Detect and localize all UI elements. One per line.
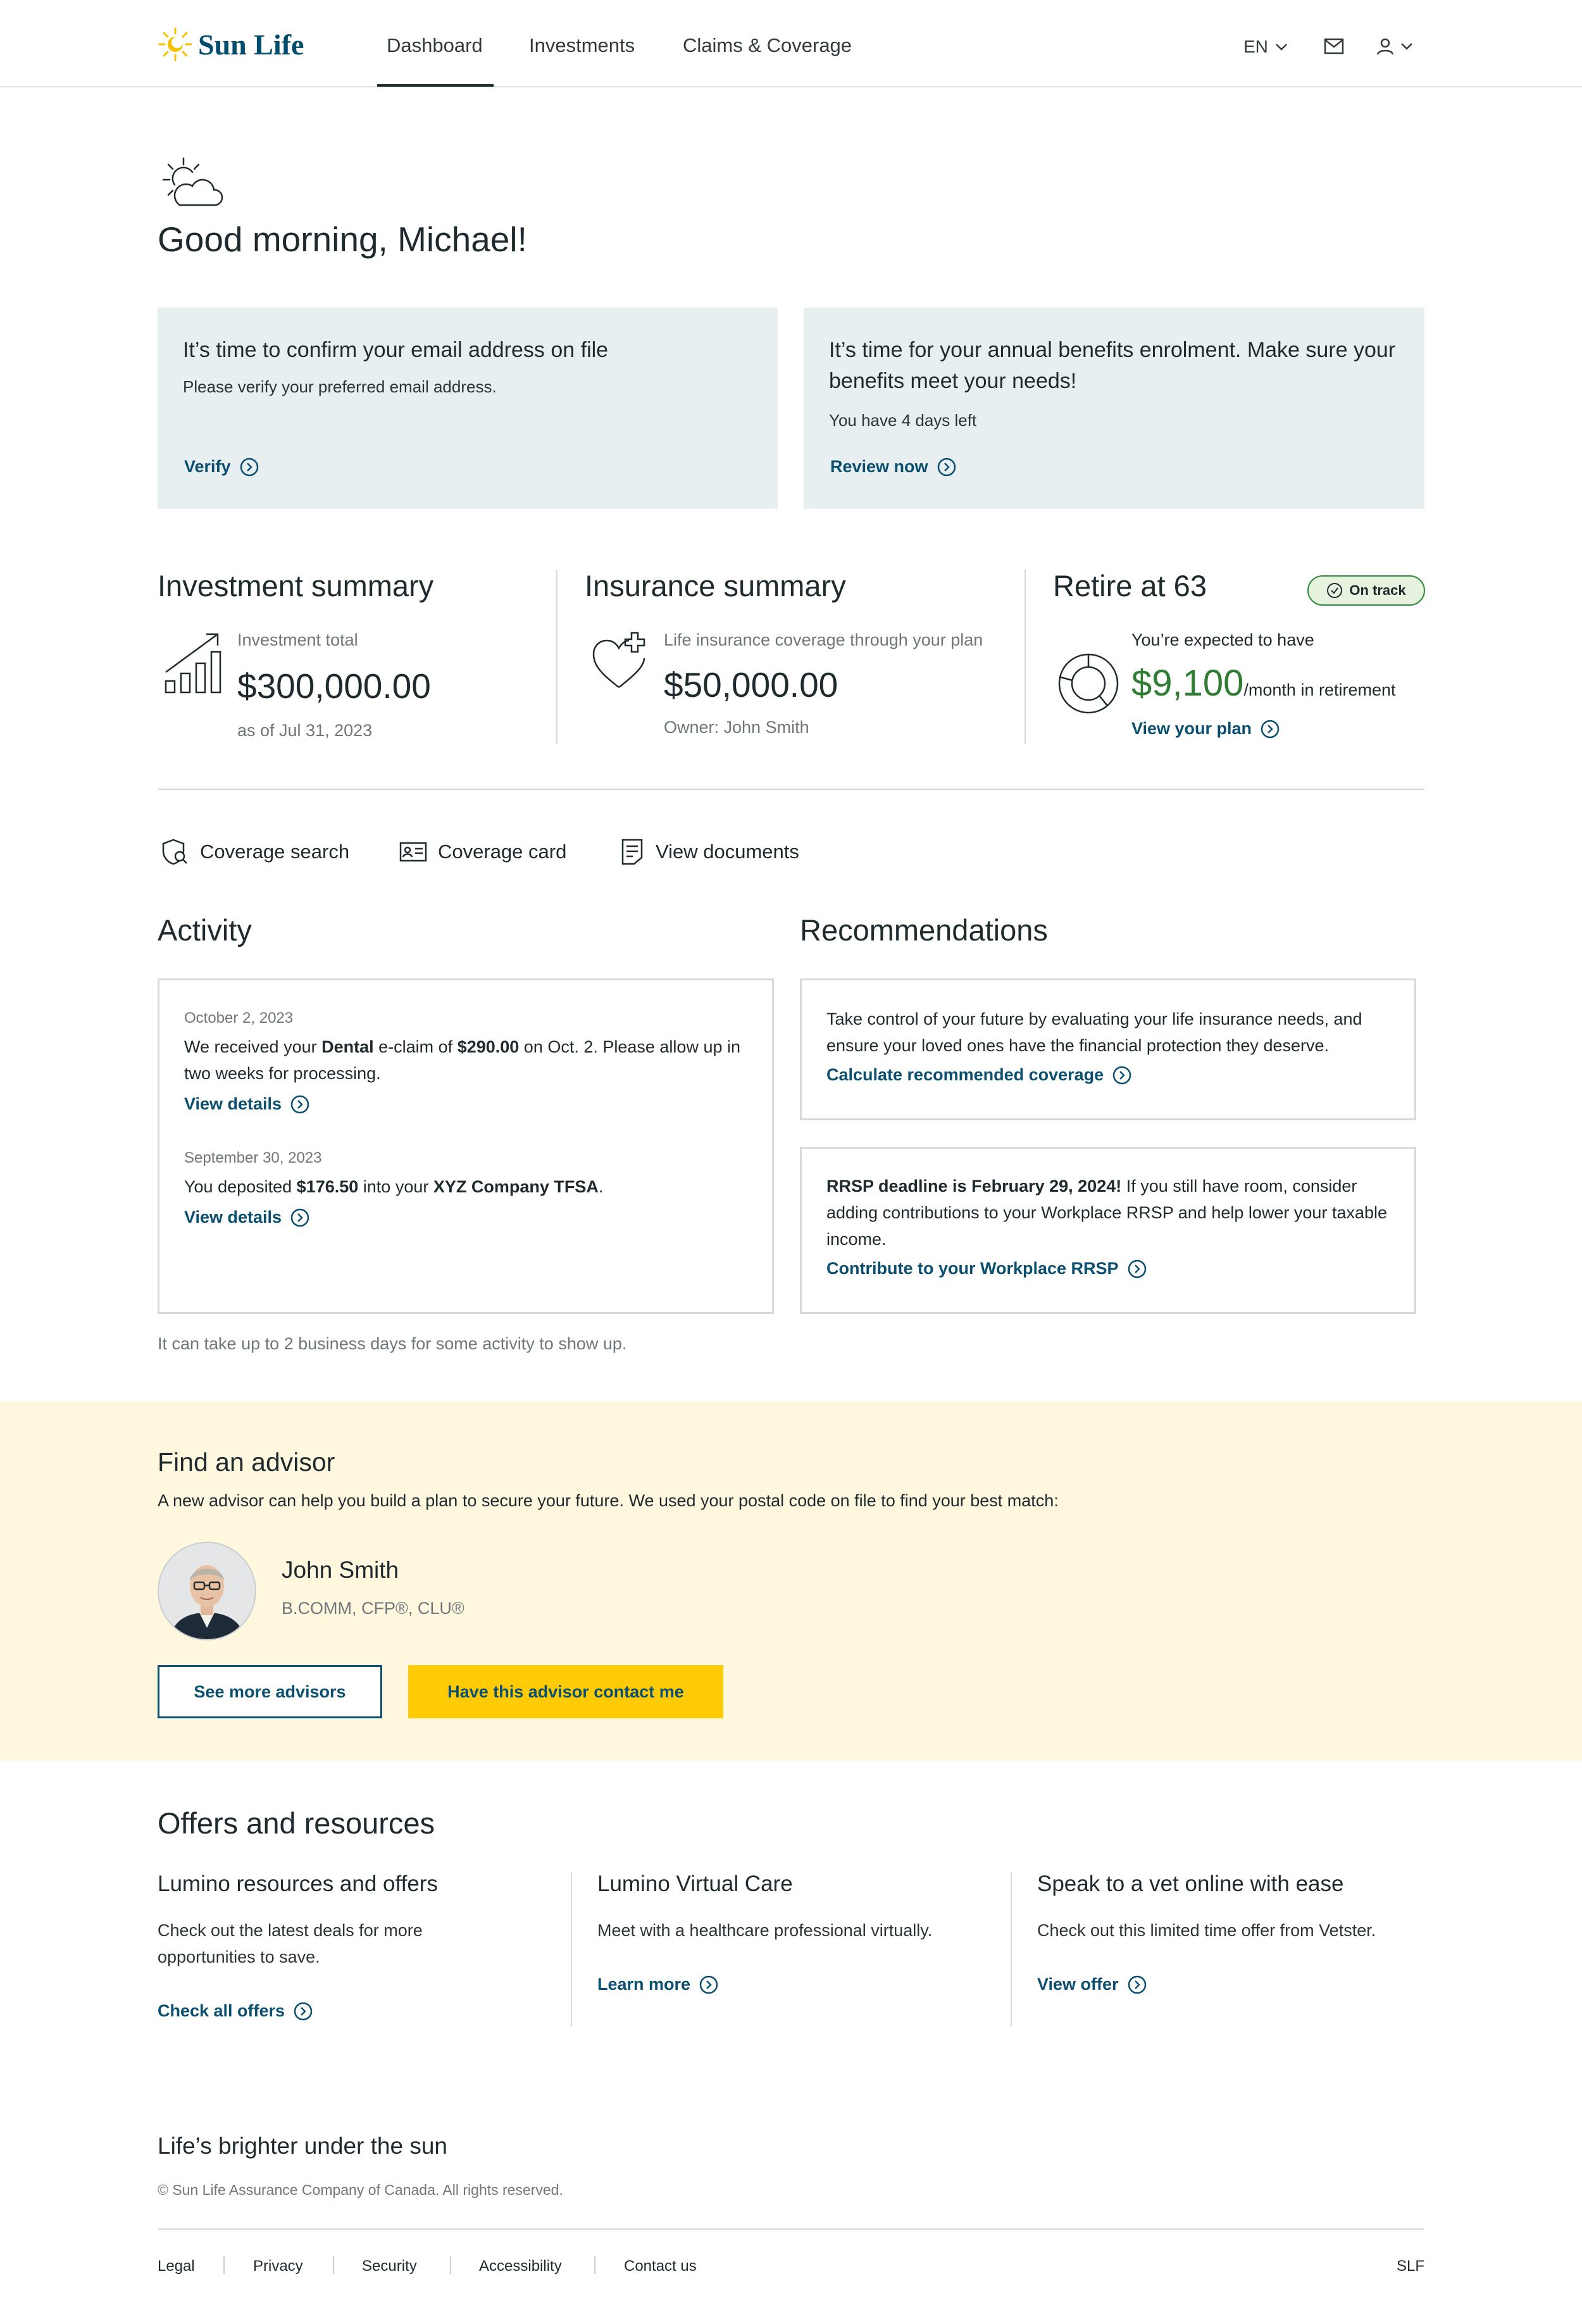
view-details-label: View details (184, 1208, 282, 1227)
recommendation-card (800, 1147, 1416, 1314)
activity-text: We received your Dental e-claim of $290.00 on Oct. 2. Please allow up in two weeks for processing. (184, 1037, 740, 1083)
coverage-search-label: Coverage search (200, 840, 350, 863)
find-advisor-intro: A new advisor can help you build a plan to secure your future. We used your postal code on file to find your best match: (158, 1491, 1059, 1510)
footer-code: SLF (1397, 2258, 1425, 2275)
investment-total-amount: $300,000.00 (237, 666, 431, 706)
alert-title: It’s time for your annual benefits enrolment. Make sure your benefits meet your needs! (829, 338, 1396, 393)
footer-link-security[interactable]: Security (362, 2258, 417, 2275)
review-now-link[interactable] (830, 457, 956, 477)
footer-tagline: Life’s brighter under the sun (158, 2133, 448, 2159)
chevron-circle-right-icon (294, 2002, 313, 2021)
footer-link-contact[interactable]: Contact us (624, 2258, 697, 2275)
investment-as-of: as of Jul 31, 2023 (237, 721, 373, 740)
mail-icon (1324, 38, 1344, 54)
insurance-coverage-label: Life insurance coverage through your plan (664, 630, 983, 649)
profile-menu[interactable] (1376, 37, 1415, 56)
section-divider (158, 789, 1424, 790)
retire-amount: $9,100 (1131, 663, 1244, 704)
brand-logo[interactable] (158, 25, 304, 63)
on-track-label: On track (1349, 582, 1406, 598)
chevron-circle-right-icon (1112, 1066, 1131, 1085)
coverage-card-link[interactable] (399, 834, 566, 870)
view-details-link[interactable] (184, 1094, 747, 1114)
summary-divider (556, 570, 557, 744)
footer-separator (594, 2256, 595, 2274)
see-more-advisors-button[interactable]: See more advisors (158, 1665, 382, 1718)
check-all-offers-link[interactable] (158, 2001, 313, 2021)
coverage-card-label: Coverage card (438, 840, 567, 863)
view-details-link[interactable] (184, 1208, 747, 1227)
activity-date: September 30, 2023 (184, 1149, 322, 1166)
investment-summary-title: Investment summary (158, 569, 434, 603)
enrolment-alert (804, 308, 1424, 509)
insurance-coverage-amount: $50,000.00 (664, 665, 838, 704)
id-card-icon (399, 839, 428, 865)
tab-investments[interactable]: Investments (529, 34, 635, 56)
verify-link[interactable] (184, 457, 259, 477)
growth-chart-icon (163, 632, 225, 695)
find-advisor-title: Find an advisor (158, 1447, 335, 1477)
footer-link-legal[interactable]: Legal (158, 2258, 195, 2275)
chevron-circle-right-icon (937, 458, 956, 477)
view-your-plan-link[interactable] (1131, 719, 1280, 739)
calculate-coverage-link[interactable] (826, 1065, 1390, 1085)
language-label: EN (1243, 37, 1268, 56)
retire-monthly-amount (1131, 662, 1396, 704)
coverage-search-link[interactable] (161, 834, 349, 870)
recommendation-text: RRSP deadline is February 29, 2024! If you still have room, consider adding contributions to your Workplace RRSP and help lower your taxable income. (826, 1177, 1388, 1249)
calculate-coverage-label: Calculate recommended coverage (826, 1065, 1104, 1084)
chevron-down-icon (1273, 39, 1290, 55)
alert-body: You have 4 days left (829, 411, 977, 430)
offers-title: Offers and resources (158, 1806, 435, 1840)
activity-text: You deposited $176.50 into your XYZ Company TFSA. (184, 1177, 604, 1196)
activity-card (158, 978, 774, 1314)
offer-description: Check out this limited time offer from Vetster. (1037, 1921, 1376, 1940)
sun-logo-icon (158, 27, 193, 62)
contribute-rrsp-link[interactable] (826, 1259, 1390, 1278)
footer-separator (333, 2256, 334, 2274)
donut-chart-icon (1057, 652, 1120, 715)
user-icon (1376, 37, 1395, 56)
heart-plus-icon (590, 630, 651, 691)
messages-button[interactable] (1324, 38, 1344, 58)
chevron-circle-right-icon (699, 1975, 718, 1994)
advisor-contact-button[interactable]: Have this advisor contact me (408, 1665, 723, 1718)
chevron-circle-right-icon (240, 458, 259, 477)
footer-link-accessibility[interactable]: Accessibility (479, 2258, 562, 2275)
partly-cloudy-icon (161, 156, 224, 210)
learn-more-link[interactable] (597, 1975, 718, 1994)
chevron-circle-right-icon (1128, 1975, 1147, 1994)
view-documents-link[interactable] (619, 834, 799, 870)
language-selector[interactable] (1243, 37, 1290, 57)
document-icon (619, 837, 645, 866)
greeting-heading: Good morning, Michael! (158, 220, 527, 259)
alert-title: It’s time to confirm your email address on file (183, 338, 609, 362)
active-tab-indicator (377, 84, 494, 87)
contribute-rrsp-label: Contribute to your Workplace RRSP (826, 1259, 1119, 1278)
activity-note: It can take up to 2 business days for some activity to show up. (158, 1334, 627, 1353)
footer-divider (158, 2228, 1424, 2230)
learn-more-label: Learn more (597, 1975, 691, 1994)
chevron-circle-right-icon (1261, 720, 1280, 739)
activity-date: October 2, 2023 (184, 1009, 294, 1027)
email-verify-alert (158, 308, 778, 509)
chevron-down-icon (1398, 38, 1415, 54)
brand-name: Sun Life (198, 28, 304, 61)
tab-claims-coverage[interactable]: Claims & Coverage (683, 34, 852, 56)
recommendation-text: Take control of your future by evaluating your life insurance needs, and ensure your loved ones have the financial protection they deserve. (826, 1009, 1362, 1055)
offer-title: Lumino Virtual Care (597, 1871, 793, 1896)
insurance-summary-title: Insurance summary (585, 569, 846, 603)
retire-amount-suffix: /month in retirement (1243, 680, 1396, 699)
footer-separator (450, 2256, 451, 2274)
offer-divider (571, 1872, 572, 2027)
retire-expected-label: You’re expected to have (1131, 630, 1314, 649)
chevron-circle-right-icon (1128, 1259, 1147, 1278)
view-your-plan-label: View your plan (1131, 719, 1252, 738)
offer-description: Meet with a healthcare professional virtually. (597, 1921, 933, 1940)
shield-search-icon (161, 837, 190, 866)
chevron-circle-right-icon (290, 1095, 309, 1114)
check-circle-icon (1326, 582, 1343, 599)
offer-description: Check out the latest deals for more opportunities to save. (158, 1921, 423, 1966)
summary-divider (1025, 570, 1026, 744)
offer-title: Lumino resources and offers (158, 1871, 438, 1896)
investment-total-label: Investment total (237, 630, 358, 649)
view-details-label: View details (184, 1094, 282, 1113)
offer-title: Speak to a vet online with ease (1037, 1871, 1344, 1896)
review-now-label: Review now (830, 457, 928, 476)
chevron-circle-right-icon (290, 1208, 309, 1227)
alert-body: Please verify your preferred email address. (183, 377, 497, 396)
recommendations-title: Recommendations (800, 913, 1048, 947)
on-track-badge (1307, 575, 1425, 606)
footer-separator (223, 2256, 225, 2274)
retire-title: Retire at 63 (1053, 569, 1207, 603)
footer-copyright: © Sun Life Assurance Company of Canada. All rights reserved. (158, 2182, 563, 2198)
view-offer-label: View offer (1037, 1975, 1119, 1994)
offer-divider (1011, 1872, 1012, 2027)
view-documents-label: View documents (656, 840, 799, 863)
advisor-credentials: B.COMM, CFP®, CLU® (282, 1599, 464, 1618)
view-offer-link[interactable] (1037, 1975, 1147, 1994)
tab-dashboard[interactable]: Dashboard (387, 34, 483, 56)
verify-link-label: Verify (184, 457, 231, 476)
activity-title: Activity (158, 913, 252, 947)
recommendation-card (800, 978, 1416, 1120)
insurance-owner: Owner: John Smith (664, 718, 809, 737)
check-all-offers-label: Check all offers (158, 2001, 285, 2020)
advisor-name: John Smith (282, 1557, 399, 1583)
advisor-avatar (158, 1542, 256, 1640)
footer-link-privacy[interactable]: Privacy (253, 2258, 303, 2275)
